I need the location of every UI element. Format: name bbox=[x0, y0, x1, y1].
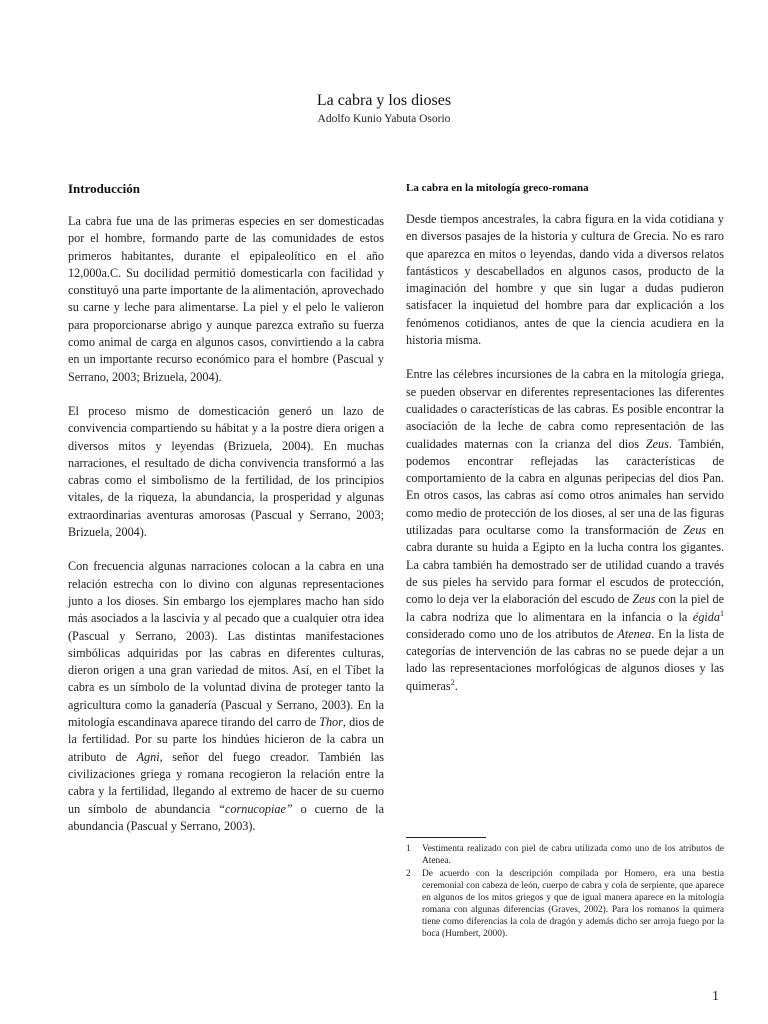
footnote-number: 2 bbox=[406, 869, 411, 879]
text-run: Entre las célebres incursiones de la cabra en la mitología griega, se pueden observar en diferentes representaciones las diferentes cualidades o características de las cabras. Es posible encontrar la asociación de la leche de cabra como representación de las cualidades maternas con la crianza del dios bbox=[406, 367, 724, 451]
text-run: o cuerno de la abundancia (Pascual y Serrano, 2003). bbox=[68, 801, 384, 833]
text-run: en cabra durante su huida a Egipto en la lucha contra los gigantes. La cabra también ha demostrado ser de utilidad cuando a través de sus pieles ha servido para formar el escudos de protección, como lo deja ver la elaboración del escudo de bbox=[406, 523, 724, 607]
author-name: Adolfo Kunio Yabuta Osorio bbox=[317, 113, 451, 125]
paragraph: El proceso mismo de domesticación generó un lazo de convivencia compartiendo su hábitat y a la postre diera origen a diversos mitos y leyendas (Brizuela, 2004). En muchas narraciones, el resultado de dicha convivencia transformó a las cabras como el simbolismo de la fertilidad, de los principios vitales, de la riqueza, la abundancia, la prosperidad y algunas extraordinarias aventuras amorosas (Pascual y Serrano, 2003; Brizuela, 2004). bbox=[68, 403, 384, 540]
italic-term: Agni bbox=[136, 749, 160, 764]
footnotes bbox=[406, 843, 724, 941]
italic-term: Zeus bbox=[645, 436, 669, 451]
italic-term: “cornucopiae” bbox=[218, 801, 293, 816]
text-run: . En la lista de categorías de intervención de las cabras no se puede dejar a un lado las representaciones morfológicas de algunos dioses y las quimeras bbox=[406, 626, 725, 693]
footnote-text: De acuerdo con la descripción compilada por Homero, era una bestia ceremonial con cabeza de león, cuerpo de cabra y cola de serpiente, que aparece en algunos de los mitos griegos y que de igual manera aparece en la mitología romana con algunas diferencias (Graves, 2002). Para los romanos la quimera tiene como diferencias la cola de dragón y además dicho ser arroja fuego por la boca (Humbert, 2000). bbox=[422, 869, 724, 939]
text-run: Con frecuencia algunas narraciones colocan a la cabra en una relación estrecha con lo divino con algunas representaciones junto a los dioses. Sin embargo los ejemplares macho han sido más asociados a la lascivia y al pecado que a cualquier otra idea (Pascual y Serrano, 2003). Las distintas manifestaciones simbólicas adquiridas por las cabras en diferentes culturas, dieron origen a una gran variedad de mitos. Así, en el Tíbet la cabra es un símbolo de la voluntad divina de proteger tanto la agricultura como la ganadería (Pascual y Serrano, 2003). En la mitología escandinava aparece tirando del carro de bbox=[68, 559, 384, 730]
paragraph: La cabra fue una de las primeras especies en ser domesticadas por el hombre, formando parte de las comunidades de estos primeros habitantes, durante el epipaleolítico en el año 12,000a.C. Su docilidad permitió domesticarla con facilidad y constituyó una parte importante de la alimentación, aprovechado su carne y leche para alimentarse. La piel y el pelo le valieron para proporcionarse abrigo y aunque parezca extraño su fuerza como animal de carga en algunos casos, convirtiendo a la cabra en un importante recurso económico para el hombre (Pascual y Serrano, 2003; Brizuela, 2004). bbox=[68, 214, 384, 384]
italic-term: égida bbox=[692, 609, 720, 624]
footnote-2 bbox=[406, 868, 724, 940]
footnote-ref[interactable]: 1 bbox=[720, 608, 724, 618]
footnote-number: 1 bbox=[406, 844, 411, 854]
page-number: 1 bbox=[712, 989, 719, 1004]
footnote-divider bbox=[406, 837, 486, 838]
section-heading-mitologia: La cabra en la mitología greco-romana bbox=[406, 182, 589, 194]
right-column bbox=[406, 180, 724, 695]
paragraph: Desde tiempos ancestrales, la cabra figura en la vida cotidiana y en diversos pasajes de la historia y cultura de Grecia. No es raro que aparezca en mitos o leyendas, dando vida a diversos relatos fantásticos y descabellados en algunos casos, producto de la imaginación del hombre y que sin lugar a dudas pudieron satisfacer la inquietud del hombre para dar explicación a los fenómenos cotidianos, antes de que la ciencia acudiera en la historia misma. bbox=[406, 212, 724, 348]
italic-term: Thor bbox=[319, 715, 343, 730]
text-run: . También, podemos encontrar reflejadas las características de comportamiento de la cabra en algunas peripecias del dios Pan. En otros casos, las cabras así como otros animales han servido como medio de protección de los dioses, al ser una de las figuras utilizadas para ocultarse como la transformación de bbox=[406, 436, 725, 538]
paragraph bbox=[406, 366, 724, 695]
italic-term: Zeus bbox=[632, 592, 656, 607]
document-title: La cabra y los dioses bbox=[316, 92, 452, 109]
text-run: con la piel de la cabra nodriza que lo alimentara en la infancia o la bbox=[406, 592, 725, 624]
text-run: , señor del fuego creador. También las civilizaciones griega y romana recogieron la relación entre la cabra y la fertilidad, llegando al extremo de hacer de su cuerno un símbolo de abundancia bbox=[68, 749, 384, 816]
paragraph bbox=[68, 558, 384, 835]
text-run: , dios de la fertilidad. Por su parte los hindúes hicieron de la cabra un atributo de bbox=[68, 715, 384, 764]
text-run: considerado como uno de los atributos de bbox=[406, 626, 618, 641]
left-column bbox=[68, 180, 384, 835]
footnote-1 bbox=[406, 843, 724, 867]
italic-term: Zeus bbox=[683, 523, 707, 538]
section-heading-introduccion: Introducción bbox=[68, 181, 140, 196]
text-run: . bbox=[454, 678, 458, 693]
footnote-ref[interactable]: 2 bbox=[450, 677, 455, 687]
footnote-text: Vestimenta realizado con piel de cabra utilizada como uno de los atributos de Atenea. bbox=[422, 844, 724, 866]
italic-term: Atenea bbox=[617, 626, 652, 641]
